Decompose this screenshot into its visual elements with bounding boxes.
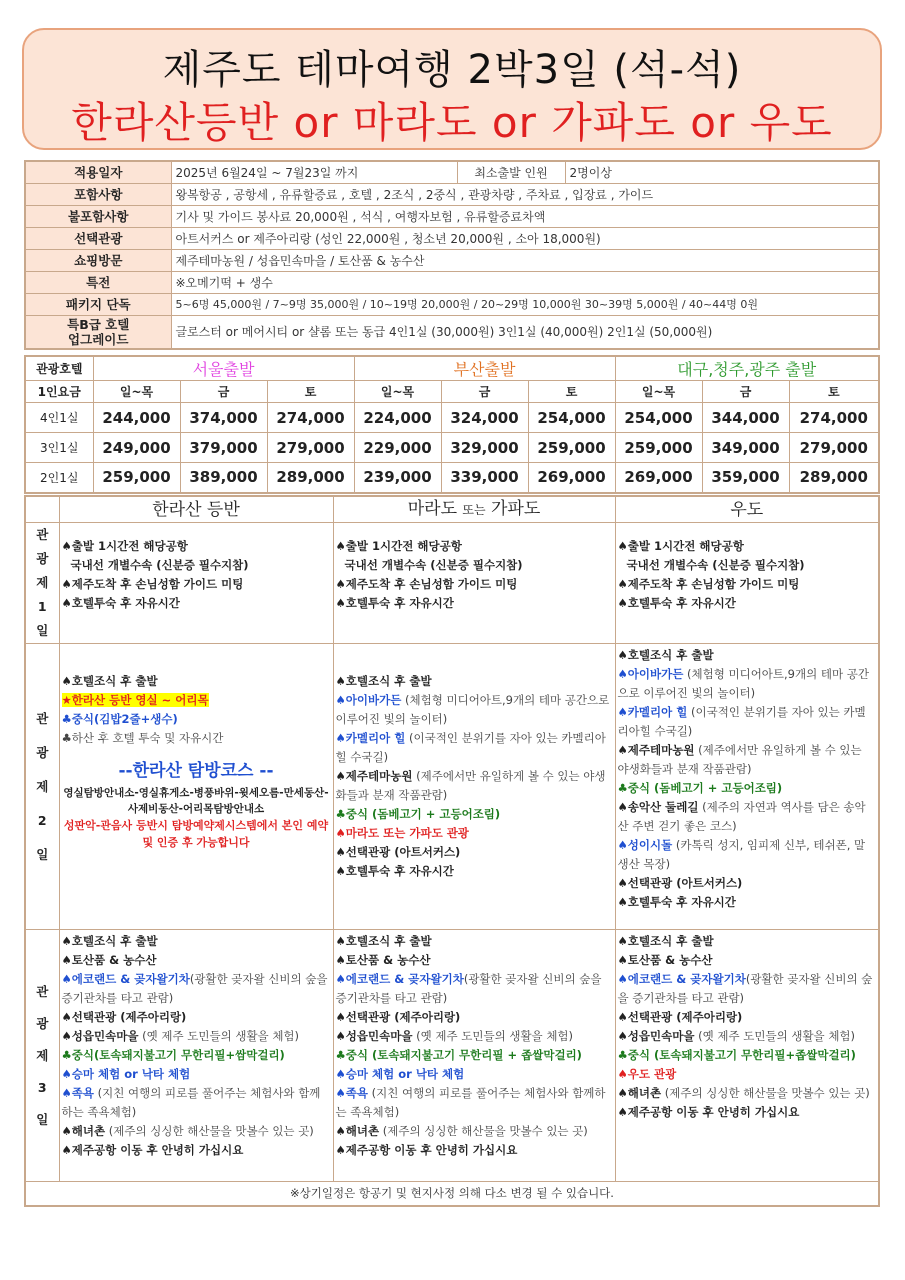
upgrade-label-line1: 특B급 호텔 (67, 316, 130, 332)
price-cell: 259,000 (93, 463, 180, 493)
price-table (24, 355, 880, 494)
price-row (25, 433, 879, 463)
schedule-table (24, 495, 880, 1207)
option-value: 아트서커스 or 제주아리랑 (성인 22,000원 , 청소년 20,000원 , 소아 18,000원) (171, 227, 879, 249)
price-cell: 259,000 (615, 433, 702, 463)
price-cell: 249,000 (93, 433, 180, 463)
price-row (25, 463, 879, 493)
upgrade-value: 글로스터 or 메어시티 or 샬롬 또는 동급 4인1실 (30,000원) 3인1실 (40,000원) 2인1실 (50,000원) (171, 315, 879, 349)
halla-climb: ★한라산 등반 영실 ~ 어리목 (61, 693, 209, 707)
price-cell: 279,000 (267, 433, 354, 463)
day2-udo: ♠호텔조식 후 출발 ♠아이바가든 (체험형 미디어아트,9개의 테마 공간으로 이루어진 빛의 놀이터) ♠카멜리아 힐 (이국적인 분위기를 자아 있는 카멜리아힐 수국길) ♠제주테마농원 (제주에서만 유일하게 볼 수 있는 야생화들과 분재 작품관람) ♣중식 (돔베고기 + 고등어조림) ♠송악산 둘레길 (제주의 자연과 역사를 담은 송악산 주변 걷기 좋은 코스) ♠성이시돌 (카톡릭 성지, 임피제 신부, 테쉬폰, 말생산 목장) ♠선택관광 (아트서커스) ♠호텔투숙 후 자유시간 (615, 644, 879, 930)
day-header: 토 (528, 381, 615, 403)
include-label: 포함사항 (25, 183, 171, 205)
price-cell: 244,000 (93, 403, 180, 433)
price-cell: 339,000 (441, 463, 528, 493)
day-header: 일~목 (93, 381, 180, 403)
day-header: 일~목 (354, 381, 441, 403)
day1-mara: ♠출발 1시간전 해당공항 국내선 개별수속 (신분증 필수지참) ♠제주도착 후 손님성함 가이드 미팅 ♠호텔투숙 후 자유시간 (333, 523, 615, 644)
day3-mara: ♠호텔조식 후 출발 ♠토산품 & 농수산 ♠에코랜드 & 곶자왈기차(광활한 곶자왈 신비의 숲을 증기관차를 타고 관람) ♠선택관광 (제주아리랑) ♠성읍민속마을 (옛 제주 도민들의 생활을 체험) ♣중식 (토속돼지불고기 무한리필 + 좁쌀막걸리) ♠승마 체험 or 낙타 체험 ♠족욕 (지친 여행의 피로를 풀어주는 체험사와 함께하는 족욕체험) ♠해녀촌 (제주의 싱싱한 해산물을 맛볼수 있는 곳) ♠제주공항 이동 후 안녕히 가십시요 (333, 930, 615, 1182)
room-type: 4인1실 (25, 403, 93, 433)
price-cell: 259,000 (528, 433, 615, 463)
page-subtitle: 한라산등반 or 마라도 or 가파도 or 우도 (71, 98, 833, 147)
price-cell: 254,000 (528, 403, 615, 433)
column-gapa-name: 가파도 (485, 499, 541, 519)
package-value: 5~6명 45,000원 / 7~9명 35,000원 / 10~19명 20,000원 / 20~29명 10,000원 30~39명 5,000원 / 40~44명 0원 (171, 293, 879, 315)
price-cell: 269,000 (615, 463, 702, 493)
day-header: 금 (702, 381, 789, 403)
day-header: 금 (180, 381, 267, 403)
price-cell: 224,000 (354, 403, 441, 433)
price-cell: 229,000 (354, 433, 441, 463)
title-banner (22, 28, 882, 150)
min-label: 최소출발 인원 (457, 161, 565, 183)
day2-mara: ♠호텔조식 후 출발 ♠아이바가든 (체험형 미디어아트,9개의 테마 공간으로 이루어진 빛의 놀이터) ♠카멜리아 힐 (이국적인 분위기를 자아 있는 카멜리아힐 수국길) ♠제주테마농원 (제주에서만 유일하게 볼 수 있는 야생화들과 분재 작품관람) ♣중식 (돔베고기 + 고등어조림) ♠마라도 또는 가파도 관광 ♠선택관광 (아트서커스) ♠호텔투숙 후 자유시간 (333, 644, 615, 930)
price-cell: 239,000 (354, 463, 441, 493)
day-header: 일~목 (615, 381, 702, 403)
price-cell: 274,000 (267, 403, 354, 433)
day1-halla: ♠출발 1시간전 해당공항 국내선 개별수속 (신분증 필수지참) ♠제주도착 후 손님성함 가이드 미팅 ♠호텔투숙 후 자유시간 (59, 523, 333, 644)
region-busan: 부산출발 (354, 356, 615, 381)
column-or: 또는 (462, 503, 486, 517)
option-label: 선택관광 (25, 227, 171, 249)
day-header: 토 (267, 381, 354, 403)
column-udo: 우도 (615, 496, 879, 523)
gift-value: ※오메기떡 + 생수 (171, 271, 879, 293)
page-title: 제주도 테마여행 2박3일 (석-석) (162, 47, 742, 93)
price-cell: 279,000 (789, 433, 879, 463)
price-cell: 349,000 (702, 433, 789, 463)
period-label: 적용일자 (25, 161, 171, 183)
upgrade-label-line2: 업그레이드 (68, 331, 129, 347)
price-cell: 379,000 (180, 433, 267, 463)
exclude-label: 불포함사항 (25, 205, 171, 227)
price-cell: 269,000 (528, 463, 615, 493)
package-label: 패키지 단독 (25, 293, 171, 315)
price-cell: 389,000 (180, 463, 267, 493)
shop-label: 쇼핑방문 (25, 249, 171, 271)
price-cell: 344,000 (702, 403, 789, 433)
day-header: 금 (441, 381, 528, 403)
column-halla: 한라산 등반 (59, 496, 333, 523)
day3-halla: ♠호텔조식 후 출발 ♠토산품 & 농수산 ♠에코랜드 & 곶자왈기차(광활한 곶자왈 신비의 숲을 증기관차를 타고 관람) ♠선택관광 (제주아리랑) ♠성읍민속마을 (옛 제주 도민들의 생활을 체험) ♣중식(토속돼지불고기 무한리필+쌈막걸리) ♠승마 체험 or 낙타 체험 ♠족욕 (지친 여행의 피로를 풀어주는 체험사와 함께하는 족욕체험) ♠해녀촌 (제주의 싱싱한 해산물을 맛볼수 있는 곳) ♠제주공항 이동 후 안녕히 가십시요 (59, 930, 333, 1182)
footer-note: ※상기일정은 항공기 및 현지사정 의해 다소 변경 될 수 있습니다. (25, 1182, 879, 1207)
price-row (25, 403, 879, 433)
region-daegu: 대구,청주,광주 출발 (615, 356, 879, 381)
hotel-label: 관광호텔 (25, 356, 93, 381)
day1-label: 관 광 제 1 일 (25, 523, 59, 644)
upgrade-label (25, 315, 171, 349)
price-cell: 359,000 (702, 463, 789, 493)
column-mara-name: 마라도 (407, 499, 463, 519)
halla-course: --한라산 탐방코스 -- 영실탐방안내소-영실휴게소-병풍바위-윗세오름-만세동산-사제비동산-어리목탐방안내소 성판악-관음사 등반시 탐방예약제시스템에서 본인 예약 및 인증 후 가능합니다 (63, 761, 329, 849)
shop-value: 제주테마농원 / 성읍민속마을 / 토산품 & 농수산 (171, 249, 879, 271)
day3-label: 관 광 제 3 일 (25, 930, 59, 1182)
price-cell: 289,000 (267, 463, 354, 493)
price-cell: 274,000 (789, 403, 879, 433)
region-seoul: 서울출발 (93, 356, 354, 381)
price-cell: 329,000 (441, 433, 528, 463)
min-value: 2명이상 (565, 161, 879, 183)
day1-udo: ♠출발 1시간전 해당공항 국내선 개별수속 (신분증 필수지참) ♠제주도착 후 손님성함 가이드 미팅 ♠호텔투숙 후 자유시간 (615, 523, 879, 644)
column-mara (333, 496, 615, 523)
price-cell: 324,000 (441, 403, 528, 433)
per-person-label: 1인요금 (25, 381, 93, 403)
include-value: 왕복항공 , 공항세 , 유류할증료 , 호텔 , 2조식 , 2중식 , 관광차량 , 주차료 , 입장료 , 가이드 (171, 183, 879, 205)
exclude-value: 기사 및 가이드 봉사료 20,000원 , 석식 , 여행자보험 , 유류할증료차액 (171, 205, 879, 227)
day-header: 토 (789, 381, 879, 403)
day2-halla: ♠호텔조식 후 출발 ★한라산 등반 영실 ~ 어리목 ♣중식(김밥2줄+생수) ♣하산 후 호텔 투숙 및 자유시간 --한라산 탐방코스 -- 영실탐방안내소-영실휴게소-병풍바위-윗세오름-만세동산-사제비동산-어리목탐방안내소 성판악-관음사 등반시 탐방예약제시스템에서 본인 예약 및 인증 후 가능합니다 (59, 644, 333, 930)
price-cell: 374,000 (180, 403, 267, 433)
room-type: 3인1실 (25, 433, 93, 463)
day3-udo: ♠호텔조식 후 출발 ♠토산품 & 농수산 ♠에코랜드 & 곶자왈기차(광활한 곶자왈 신비의 숲을 증기관차를 타고 관람) ♠선택관광 (제주아리랑) ♠성읍민속마을 (옛 제주 도민들의 생활을 체험) ♣중식 (토속돼지불고기 무한리필+좁쌀막걸리) ♠우도 관광 ♠해녀촌 (제주의 싱싱한 해산물을 맛볼수 있는 곳) ♠제주공항 이동 후 안녕히 가십시요 (615, 930, 879, 1182)
day2-label: 관 광 제 2 일 (25, 644, 59, 930)
price-cell: 254,000 (615, 403, 702, 433)
price-cell: 289,000 (789, 463, 879, 493)
room-type: 2인1실 (25, 463, 93, 493)
gift-label: 특전 (25, 271, 171, 293)
info-table (24, 160, 880, 350)
period-value: 2025년 6월24일 ~ 7월23일 까지 (171, 161, 457, 183)
